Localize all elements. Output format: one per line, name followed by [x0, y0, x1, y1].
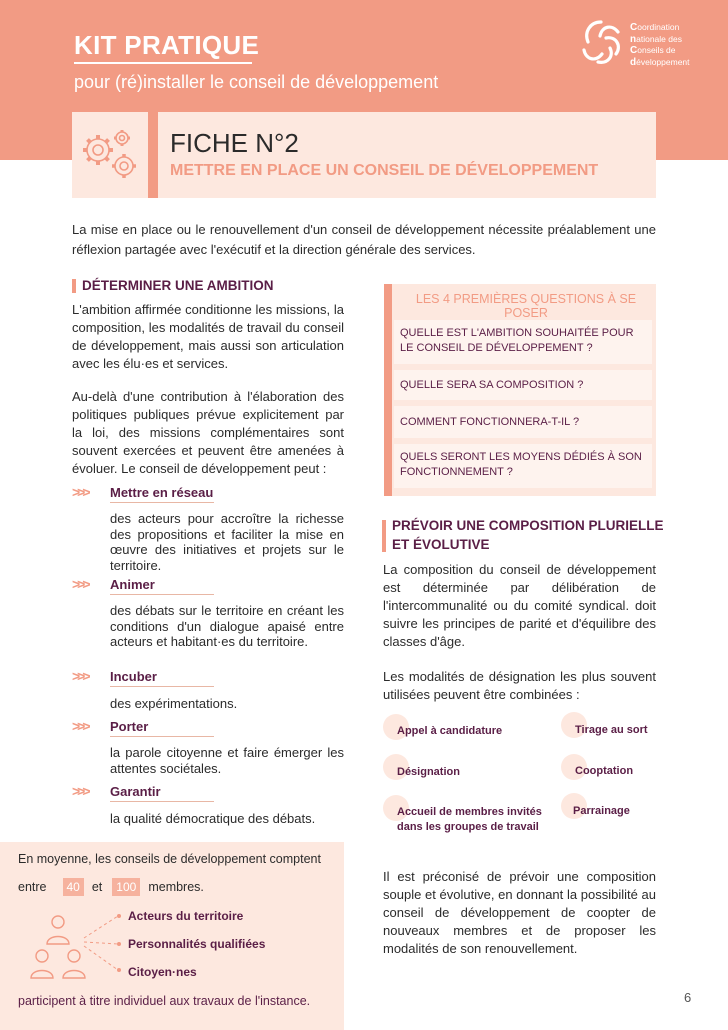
mission-verb: Incuber [110, 669, 157, 684]
membres-label: membres. [148, 880, 204, 894]
average-footer: participent à titre individuel aux travaux de l'instance. [18, 994, 311, 1008]
verb-underline [110, 736, 214, 737]
question-item: COMMENT FONCTIONNERA-T-IL ? [394, 406, 652, 438]
mission-verb: Animer [110, 577, 155, 592]
chevrons-icon: >>> [72, 783, 88, 799]
logo-line: développement [630, 56, 690, 68]
logo-text [630, 22, 690, 68]
fiche-title: METTRE EN PLACE UN CONSEIL DE DÉVELOPPEMENT [170, 162, 599, 179]
verb-underline [110, 502, 214, 503]
chevrons-icon: >>> [72, 668, 88, 684]
intro-paragraph: La mise en place ou le renouvellement d'un conseil de développement nécessite préalablement une réflexion partagée avec l'exécutif et la direction générale des services. [72, 222, 656, 257]
method-chip: Tirage au sort [575, 724, 648, 736]
chevrons-icon: >>> [72, 576, 88, 592]
composition-para2: Les modalités de désignation les plus souvent utilisées peuvent être combinées : [383, 669, 656, 702]
composition-para1: La composition du conseil de développement est déterminée par délibération de l'intercommunalité ou du comité syndical. doit suivre les principes de parité et d'équilibre des classes d'âge. [383, 562, 656, 649]
method-chip: Désignation [397, 766, 460, 778]
ambition-para1: L'ambition affirmée conditionne les missions, la composition, les modalités de travail du conseil de développement, mais aussi son articulation avec les élu·es et services. [72, 302, 344, 371]
role-item: Acteurs du territoire [128, 909, 244, 923]
average-line1: En moyenne, les conseils de développement comptent [18, 852, 321, 866]
section-accent-bar [72, 279, 76, 293]
question-item: QUELS SERONT LES MOYENS DÉDIÉS À SON FONCTIONNEMENT ? [394, 444, 652, 488]
fiche-accent-bar [148, 112, 158, 198]
mission-desc: des débats sur le territoire en créant les conditions d'un dialogue apaisé entre acteurs et habitant·es du territoire. [110, 603, 344, 649]
mission-desc: la qualité démocratique des débats. [110, 811, 316, 826]
min-members-badge: 40 [63, 878, 84, 896]
questions-accent-bar [384, 284, 392, 496]
composition-para3: Il est préconisé de prévoir une composition souple et évolutive, en donnant la possibilité au conseil de développement de coopter de nouveaux membres et de proposer les modalités de son renouvellement. [383, 869, 656, 956]
mission-verb: Porter [110, 719, 149, 734]
people-icon [26, 908, 128, 984]
method-chip: Cooptation [575, 765, 634, 777]
title-underline [74, 62, 252, 64]
composition-title-line1: PRÉVOIR UNE COMPOSITION PLURIELLE [392, 518, 664, 533]
et-label: et [91, 880, 103, 894]
chevrons-icon: >>> [72, 718, 88, 734]
method-chip: Accueil de membres invités dans les groupes de travail [397, 806, 542, 833]
kit-title: KIT PRATIQUE [74, 30, 260, 60]
gears-icon [72, 112, 148, 198]
verb-underline [110, 594, 214, 595]
page-number: 6 [684, 990, 692, 1005]
mission-desc: la parole citoyenne et faire émerger les attentes sociétales. [110, 745, 344, 776]
section-accent-bar [382, 520, 386, 552]
ambition-title: DÉTERMINER UNE AMBITION [82, 278, 274, 293]
mission-verb: Mettre en réseau [110, 485, 214, 500]
fiche-number: FICHE N°2 [170, 128, 299, 158]
logo-line: Conseils de [630, 45, 676, 56]
verb-underline [110, 801, 214, 802]
cncd-logo-icon [576, 16, 626, 68]
role-item: Citoyen·nes [128, 965, 197, 979]
kit-subtitle: pour (ré)installer le conseil de développement [74, 72, 439, 92]
chevrons-icon: >>> [72, 484, 88, 500]
mission-desc: des acteurs pour accroître la richesse des propositions et faciliter la mise en œuvre des initiatives et projets sur le territoire. [110, 511, 344, 573]
method-chip: Appel à candidature [397, 725, 503, 737]
logo-line: nationale des [630, 33, 682, 45]
question-item: QUELLE EST L'AMBITION SOUHAITÉE POUR LE CONSEIL DE DÉVELOPPEMENT ? [394, 320, 652, 364]
method-chip: Parrainage [573, 805, 630, 817]
role-item: Personnalités qualifiées [128, 937, 266, 951]
mission-desc: des expérimentations. [110, 696, 238, 711]
question-item: QUELLE SERA SA COMPOSITION ? [394, 370, 652, 400]
max-members-badge: 100 [112, 878, 140, 896]
questions-title: LES 4 PREMIÈRES QUESTIONS À SE POSER [415, 292, 637, 320]
composition-title-line2: ET ÉVOLUTIVE [392, 537, 490, 552]
entre-label: entre [18, 880, 47, 894]
ambition-para2: Au-delà d'une contribution à l'élaboration des politiques publiques prévue explicitement par la loi, des missions complémentaires sont souvent exercées et peuvent être amenées à évoluer. Le conseil de développement peut : [72, 389, 344, 476]
mission-verb: Garantir [110, 784, 161, 799]
verb-underline [110, 686, 214, 687]
gear-box [72, 112, 148, 198]
average-range [18, 878, 204, 896]
logo-line: Coordination [630, 22, 680, 33]
